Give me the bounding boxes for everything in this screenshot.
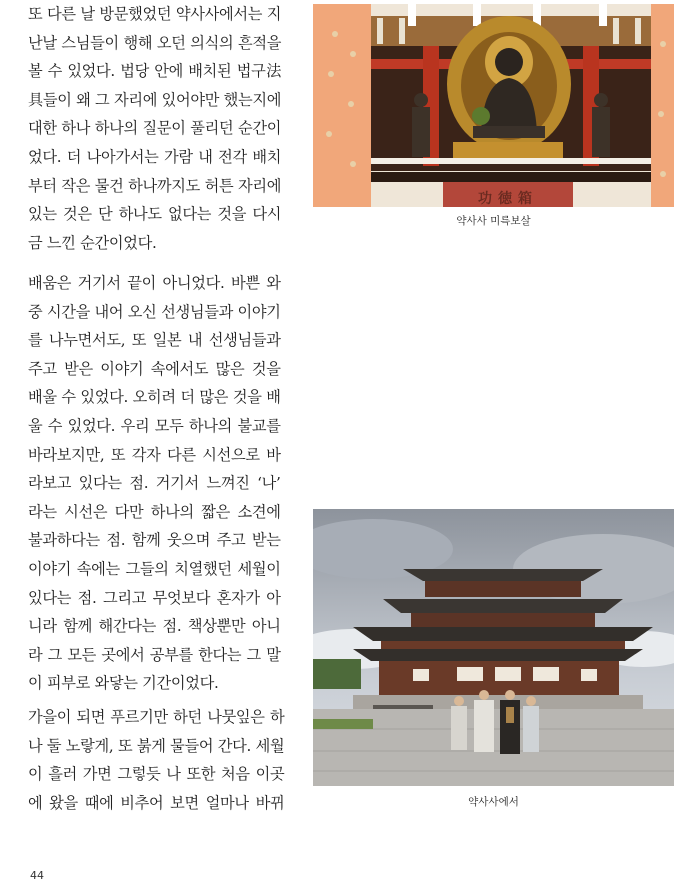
- page-number: 44: [30, 869, 44, 882]
- text-line: 에 왔을 때에 비추어 보면 얼마나 바뀌: [28, 793, 285, 812]
- text-line: 具들이 왜 그 자리에 있어야만 했는지에: [28, 90, 282, 109]
- text-line: 대한 하나 하나의 질문이 풀리던 순간이: [28, 119, 282, 138]
- text-line: 이 흘러 가면 그렇듯 나 또한 처음 이곳: [28, 765, 285, 784]
- text-line: 바라보지만, 또 각자 다른 시선으로 바: [28, 445, 281, 464]
- text-line: 라 그 모든 곳에서 공부를 한다는 그 말: [28, 645, 281, 664]
- text-line: 중 시간을 내어 오신 선생님들과 이야기: [28, 302, 281, 321]
- text-line: 울 수 있었다. 우리 모두 하나의 불교를: [28, 416, 281, 435]
- temple-monks-photo-icon: [313, 509, 674, 786]
- text-line: 또 다른 날 방문했었던 약사사에서는 지: [28, 5, 282, 23]
- text-line: 배울 수 있었다. 오히려 더 많은 것을 배: [28, 388, 281, 407]
- temple-monks-photo: [313, 509, 674, 786]
- offering-box-plaque: 功徳箱: [478, 191, 538, 207]
- text-line: 가을이 되면 푸르기만 하던 나뭇잎은 하: [28, 708, 285, 726]
- text-line: 라보고 있다는 점. 거기서 느껴진 ‘나’: [28, 474, 281, 493]
- text-line: 라는 시선은 다만 하나의 짧은 소견에: [28, 502, 281, 521]
- text-line: 불과하다는 점. 함께 웃으며 주고 받는: [28, 531, 281, 550]
- text-line: 를 나누면서도, 또 일본 내 선생님들과: [28, 331, 281, 350]
- text-line: 나 둘 노랗게, 또 붉게 물들어 간다. 세월: [28, 736, 285, 755]
- text-line: 금 느낀 순간이었다.: [28, 233, 157, 252]
- text-line: 었다. 더 나아가서는 가람 내 전각 배치: [28, 147, 282, 166]
- text-line: 이 피부로 와닿는 기간이었다.: [28, 674, 219, 693]
- paragraph-2: [28, 269, 281, 698]
- figure-caption: 약사사 미륵보살: [456, 215, 531, 227]
- figure-caption: 약사사에서: [468, 796, 519, 808]
- text-line: 있는 것은 단 하나도 없다는 것을 다시: [28, 205, 282, 224]
- text-line: 난날 스님들이 행해 오던 의식의 흔적을: [28, 33, 282, 52]
- text-line: 볼 수 있었다. 법당 안에 배치된 법구法: [28, 62, 282, 81]
- buddha-statue-photo: [313, 4, 674, 207]
- text-line: 이야기 속에는 그들의 치열했던 세월이: [28, 559, 281, 578]
- text-line: 부터 작은 물건 하나까지도 허튼 자리에: [28, 176, 282, 195]
- text-line: 주고 받은 이야기 속에서도 많은 것을: [28, 359, 281, 378]
- buddha-statue-photo-icon: [313, 4, 674, 207]
- paragraph-1: [28, 0, 281, 257]
- text-line: 배움은 거기서 끝이 아니었다. 바쁜 와: [28, 274, 281, 292]
- text-line: 있다는 점. 그리고 무엇보다 혼자가 아: [28, 588, 281, 607]
- paragraph-3: [28, 703, 284, 817]
- text-line: 니라 함께 해간다는 점. 책상뿐만 아니: [28, 617, 281, 636]
